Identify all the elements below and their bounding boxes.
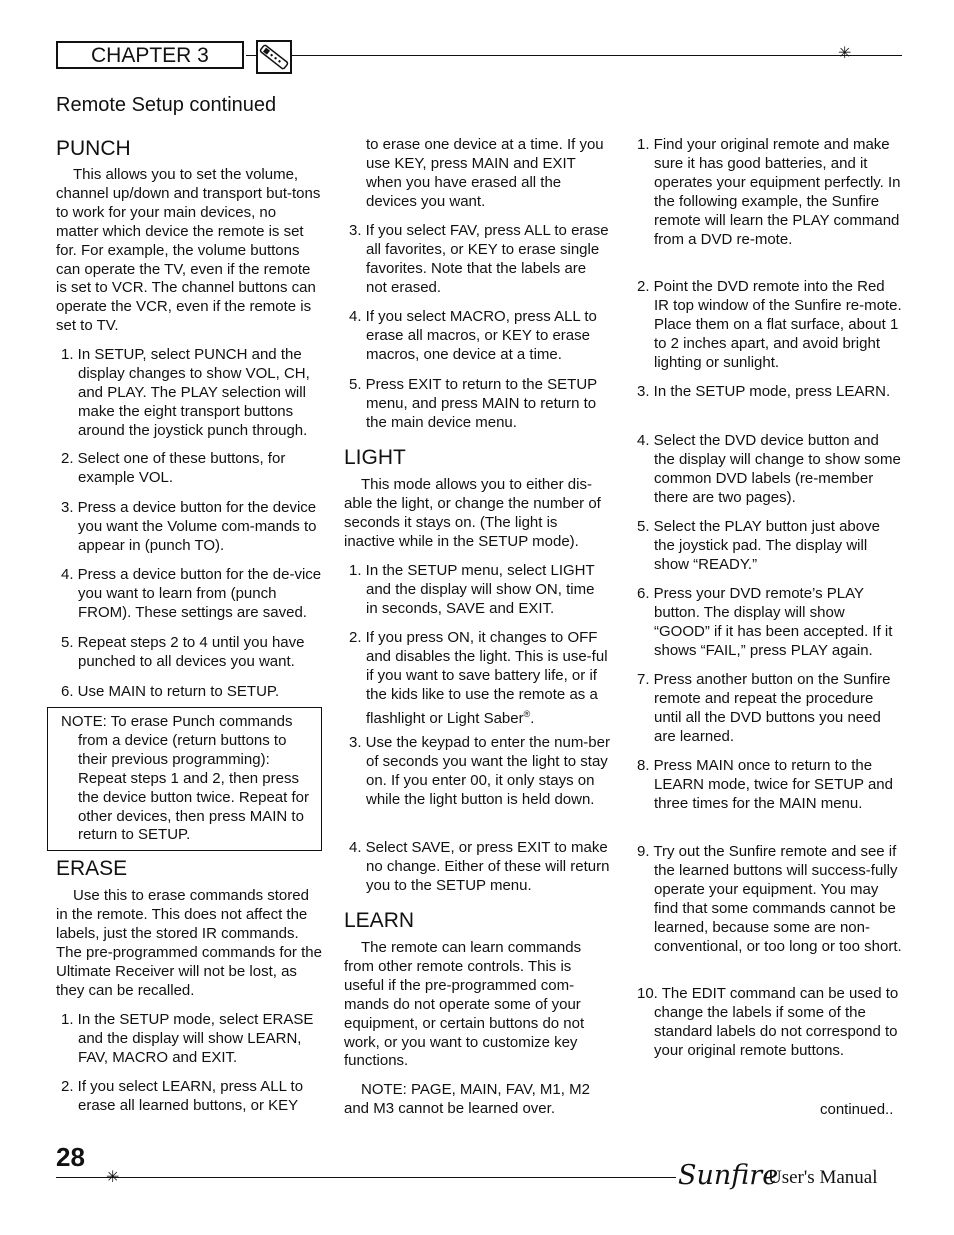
list-item: 4. Select the DVD device button and the display will change to show some common DVD labels (re-member there are two pages). [637,432,901,506]
punch-intro: This allows you to set the volume, channel up/down and transport but-tons to work for your main devices, no matter which device the remote is set for. For example, the volume buttons can operate the TV, even if the remote is set to VCR. The channel buttons can operate the VCR, even if the remote is set to TV. [56,166,321,335]
registered-mark: ® [523,708,531,719]
note-box [47,707,322,851]
list-item: 2. Point the DVD remote into the Red IR top window of the Sunfire re-mote. Place them on a flat surface, about 1 to 2 inches apart, and avoid bright lighting or sunlight. [637,278,902,371]
list-item: 4. If you select MACRO, press ALL to erase all macros, or KEY to erase macros, one device at a time. [349,308,597,363]
learn-intro: The remote can learn commands from other remote controls. This is useful if the pre-programmed com-mands do not operate some of your equipment, or certain buttons do not work, or you want to customize key functions. [344,939,585,1070]
list-item: 6. Use MAIN to return to SETUP. [61,683,280,700]
page-number: 28 [56,1142,85,1172]
erase-continued: to erase one device at a time. If you use KEY, press MAIN and EXIT when you have erased all the devices you want. [366,136,604,210]
list-item: 5. Select the PLAY button just above the joystick pad. The display will show “READY.” [637,518,880,573]
list-item: 4. Press a device button for the de-vice you want to learn from (punch FROM). These settings are saved. [61,566,322,621]
list-item: 1. Find your original remote and make sure it has good batteries, and it operates your equipment perfectly. In the following example, the Sunfire remote will learn the PLAY command from a DVD re-mote. [637,136,901,248]
section-title: Remote Setup continued [56,94,277,116]
period: . [530,709,535,727]
list-item: 3. If you select FAV, press ALL to erase all favorites, or KEY to erase single favorites. Note that the labels are not erased. [349,222,609,296]
list-item: 1. In the SETUP menu, select LIGHT and the display will show ON, time in seconds, SAVE and EXIT. [349,562,595,617]
list-item: 3. Press a device button for the device you want the Volume com-mands to appear in (punch TO). [61,499,317,554]
light-heading: LIGHT [344,446,406,469]
punch-heading: PUNCH [56,137,131,160]
learn-heading: LEARN [344,909,415,932]
erase-intro: Use this to erase commands stored in the remote. This does not affect the labels, just the stored IR commands. The pre-programmed commands for the Ultimate Receiver will not be lost, as they can be recalled. [56,887,322,999]
list-item: 2. Select one of these buttons, for example VOL. [61,450,286,486]
list-item: 5. Repeat steps 2 to 4 until you have punched to all devices you want. [61,634,305,670]
continued-label: continued.. [820,1101,894,1118]
list-item: 9. Try out the Sunfire remote and see if the learned buttons will success-fully operate your equipment. You may find that some commands cannot be learned, because some are non-conventional, or too long or too short. [637,843,902,955]
list-item: 8. Press MAIN once to return to the LEARN mode, twice for SETUP and three times for the MAIN menu. [637,757,893,812]
list-item: 6. Press your DVD remote’s PLAY button. The display will show “GOOD” if it has been accepted. If it shows “FAIL,” press PLAY again. [637,585,893,659]
list-item: 7. Press another button on the Sunfire remote and repeat the procedure until all the DVD buttons you need are learned. [637,671,891,745]
list-item: 3. In the SETUP mode, press LEARN. [637,383,891,400]
list-item: 2. If you select LEARN, press ALL to erase all learned buttons, or KEY [61,1078,304,1114]
brand-logo: Sunfire [678,1160,779,1191]
header-rule [246,55,902,56]
list-item: 1. In SETUP, select PUNCH and the display changes to show VOL, CH, and PLAY. The PLAY selection will make the eight transport buttons around the joystick punch through. [61,346,310,439]
chapter-label: CHAPTER 3 [56,41,244,69]
star-icon: ✳ [106,1169,120,1186]
light-intro: This mode allows you to either dis-able the light, or change the number of seconds it stays on. (The light is inactive while in the SETUP mode). [344,476,601,550]
list-item: 1. In the SETUP mode, select ERASE and the display will show LEARN, FAV, MACRO and EXIT. [61,1011,314,1066]
learn-note: NOTE: PAGE, MAIN, FAV, M1, M2 and M3 cannot be learned over. [344,1081,590,1117]
footer-rule [56,1177,676,1178]
list-item: 4. Select SAVE, or press EXIT to make no change. Either of these will return you to the SETUP menu. [349,839,610,894]
remote-control-icon [256,40,292,74]
light-step-2-text: 2. If you press ON, it changes to OFF and disables the light. This is use-ful if you want to save battery life, or if the kids like to use the remote as a flashlight or Light Saber [349,629,608,727]
list-item: 3. Use the keypad to enter the num-ber of seconds you want the light to stay on. If you enter 00, it only stays on while the light button is held down. [349,734,610,808]
list-item: 10. The EDIT command can be used to change the labels if some of the standard labels do not correspond to your original remote buttons. [637,985,899,1059]
manual-label: User's Manual [768,1167,878,1188]
star-icon: ✳ [838,45,852,62]
list-item [344,629,610,729]
note-text: NOTE: To erase Punch commands from a device (return buttons to their previous programming): Repeat steps 1 and 2, then press the device button twice. Repeat for other devices, then press MAIN to return to SETUP. [61,713,309,844]
list-item: 5. Press EXIT to return to the SETUP menu, and press MAIN to return to the main device menu. [349,376,597,431]
erase-heading: ERASE [56,857,128,880]
